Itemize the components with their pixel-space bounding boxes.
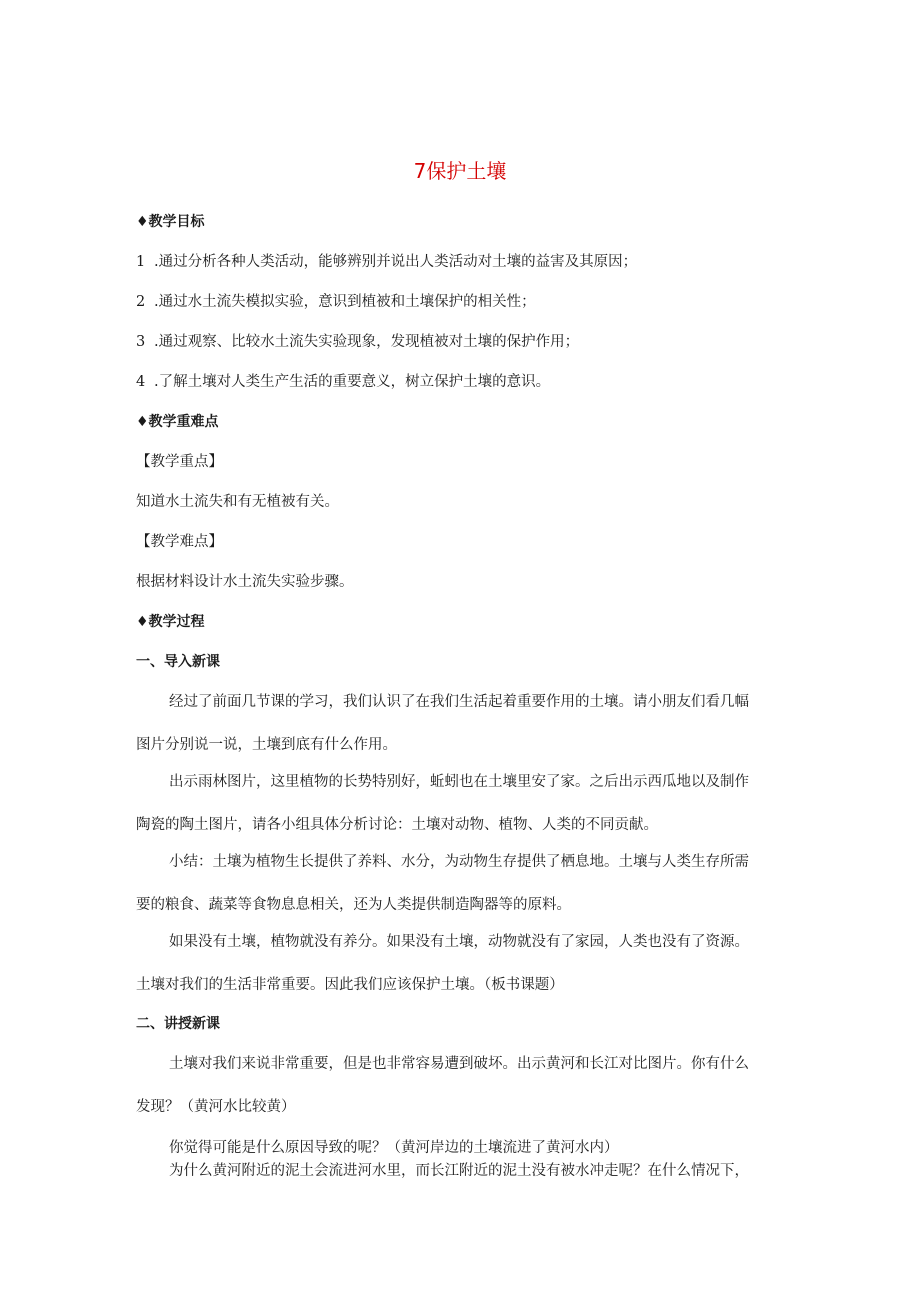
- paragraph-line: 土壤对我们来说非常重要，但是也非常容易遭到破坏。出示黄河和长江对比图片。你有什么: [169, 1056, 749, 1072]
- paragraph-line: 为什么黄河附近的泥土会流进河水里，而长江附近的泥土没有被水冲走呢？在什么情况下，: [169, 1163, 749, 1179]
- paragraph-line: 要的粮食、蔬菜等食物息息相关，还为人类提供制造陶器等的原料。: [136, 897, 571, 913]
- objective-item-4: [136, 372, 550, 392]
- paragraph-line: 土壤对我们的生活非常重要。因此我们应该保护土壤。（板书课题）: [136, 977, 564, 993]
- paragraph-line: 图片分别说一说，土壤到底有什么作用。: [136, 737, 397, 753]
- paragraph: [136, 932, 796, 995]
- objective-text: .通过水土流失模拟实验，意识到植被和土壤保护的相关性；: [154, 294, 536, 310]
- objective-item-3: [136, 332, 579, 352]
- objective-item-2: [136, 292, 536, 312]
- paragraph: [136, 692, 796, 755]
- objective-number: 2: [136, 294, 146, 310]
- section1-heading: 一、导入新课: [136, 654, 220, 670]
- objective-number: 1: [136, 254, 146, 270]
- objective-number: 3: [136, 334, 146, 350]
- paragraph-line: 如果没有土壤，植物就没有养分。如果没有土壤，动物就没有了家园，人类也没有了资源。: [169, 934, 749, 950]
- paragraph-line: 发现？（黄河水比较黄）: [136, 1099, 296, 1115]
- paragraph-line: 经过了前面几节课的学习，我们认识了在我们生活起着重要作用的土壤。请小朋友们看几幅: [169, 694, 749, 710]
- objective-number: 4: [136, 374, 146, 390]
- paragraph: [136, 852, 796, 915]
- paragraph-line: 小结：土壤为植物生长提供了养料、水分，为动物生存提供了栖息地。土壤与人类生存所需: [169, 854, 749, 870]
- section2-heading: 二、讲授新课: [136, 1016, 220, 1032]
- difficulty-label: 【教学难点】: [136, 534, 223, 550]
- paragraph: [136, 1054, 796, 1117]
- process-heading: ♦教学过程: [136, 614, 205, 630]
- page-title: 7保护土壤: [413, 159, 507, 183]
- focus-text: 知道水土流失和有无植被有关。: [136, 494, 339, 510]
- objective-item-1: [136, 252, 637, 272]
- paragraph-line: 你觉得可能是什么原因导致的呢？（黄河岸边的土壤流进了黄河水内）: [169, 1140, 619, 1156]
- key-points-heading: ♦教学重难点: [136, 414, 219, 430]
- objectives-heading: ♦教学目标: [136, 214, 205, 230]
- objective-text: .了解土壤对人类生产生活的重要意义，树立保护土壤的意识。: [154, 374, 551, 390]
- paragraph-line: 陶瓷的陶土图片，请各小组具体分析讨论：土壤对动物、植物、人类的不同贡献。: [136, 817, 658, 833]
- focus-label: 【教学重点】: [136, 454, 223, 470]
- objective-text: .通过观察、比较水土流失实验现象，发现植被对土壤的保护作用；: [154, 334, 580, 350]
- paragraph: [136, 772, 796, 835]
- paragraph-line: 出示雨林图片，这里植物的长势特别好，蚯蚓也在土壤里安了家。之后出示西瓜地以及制作: [169, 774, 749, 790]
- objective-text: .通过分析各种人类活动，能够辨别并说出人类活动对土壤的益害及其原因；: [154, 254, 638, 270]
- difficulty-text: 根据材料设计水土流失实验步骤。: [136, 574, 354, 590]
